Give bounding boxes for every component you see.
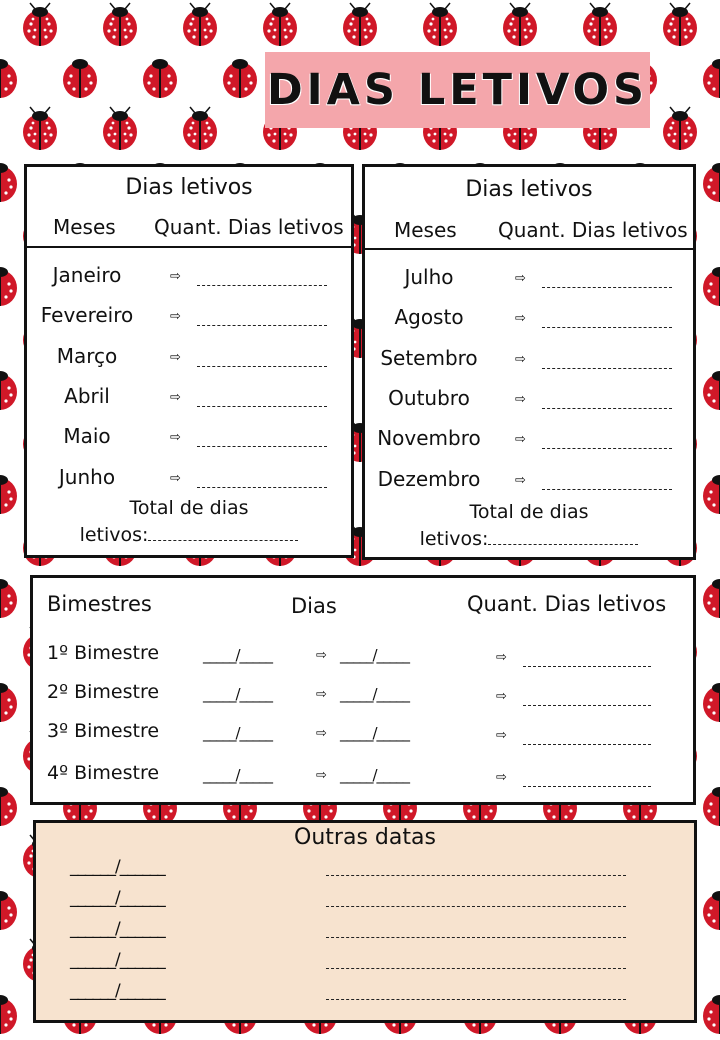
month-label: Setembro bbox=[380, 345, 478, 370]
arrow-right-icon: ⇨ bbox=[496, 728, 507, 743]
arrow-right-icon: ⇨ bbox=[316, 687, 327, 702]
month-label: Agosto bbox=[394, 305, 464, 330]
count-input-line[interactable] bbox=[542, 394, 672, 409]
col-header-months: Meses bbox=[394, 218, 457, 242]
outras-title: Outras datas bbox=[294, 825, 436, 850]
arrow-right-icon: ⇨ bbox=[316, 768, 327, 783]
col-header-count: Quant. Dias letivos bbox=[467, 592, 667, 616]
arrow-right-icon: ⇨ bbox=[515, 311, 526, 327]
date-field[interactable]: ______/______ bbox=[70, 857, 165, 877]
bimestre-label: 4º Bimestre bbox=[47, 762, 160, 784]
col-header-bimestres: Bimestres bbox=[47, 592, 152, 616]
count-input-line[interactable] bbox=[542, 313, 672, 328]
count-input-line[interactable] bbox=[197, 271, 327, 286]
col-header-count: Quant. Dias letivos bbox=[154, 215, 344, 239]
total-suffix: letivos: bbox=[79, 524, 149, 546]
count-input-line[interactable] bbox=[542, 475, 672, 490]
page-title: DIAS LETIVOS bbox=[266, 65, 649, 115]
total-input-line[interactable] bbox=[148, 522, 298, 541]
month-row bbox=[365, 261, 693, 297]
start-date-field[interactable]: _____/_____ bbox=[203, 646, 273, 664]
arrow-right-icon: ⇨ bbox=[515, 472, 526, 488]
end-date-field[interactable]: _____/_____ bbox=[340, 766, 410, 784]
arrow-right-icon: ⇨ bbox=[515, 351, 526, 367]
month-label: Março bbox=[56, 343, 118, 368]
panel-title: Dias letivos bbox=[465, 177, 593, 202]
month-label: Maio bbox=[63, 424, 111, 449]
months-panel-first-half bbox=[24, 164, 354, 558]
start-date-field[interactable]: _____/_____ bbox=[203, 724, 273, 742]
total-suffix: letivos: bbox=[419, 528, 489, 550]
header-divider bbox=[27, 246, 351, 248]
month-row bbox=[365, 463, 693, 499]
month-label: Abril bbox=[64, 383, 110, 408]
month-row bbox=[365, 342, 693, 378]
bimestre-label: 2º Bimestre bbox=[47, 681, 160, 703]
total-input-line[interactable] bbox=[488, 526, 638, 545]
arrow-right-icon: ⇨ bbox=[170, 269, 181, 284]
month-row bbox=[27, 461, 351, 497]
month-label: Julho bbox=[404, 265, 454, 289]
month-row bbox=[27, 299, 351, 335]
arrow-right-icon: ⇨ bbox=[316, 648, 327, 663]
start-date-field[interactable]: _____/_____ bbox=[203, 766, 273, 784]
start-date-field[interactable]: _____/_____ bbox=[203, 685, 273, 703]
arrow-right-icon: ⇨ bbox=[170, 389, 181, 405]
arrow-right-icon: ⇨ bbox=[515, 391, 526, 407]
month-label: Fevereiro bbox=[40, 303, 134, 328]
total-block bbox=[27, 495, 351, 549]
arrow-right-icon: ⇨ bbox=[496, 650, 507, 665]
description-input-line[interactable] bbox=[326, 954, 626, 969]
count-input-line[interactable] bbox=[542, 354, 672, 369]
col-header-count: Quant. Dias letivos bbox=[498, 218, 688, 242]
description-input-line[interactable] bbox=[326, 985, 626, 1000]
arrow-right-icon: ⇨ bbox=[496, 770, 507, 785]
arrow-right-icon: ⇨ bbox=[170, 349, 181, 365]
arrow-right-icon: ⇨ bbox=[170, 309, 181, 325]
title-banner bbox=[265, 52, 650, 128]
date-field[interactable]: ______/______ bbox=[70, 950, 165, 970]
col-header-months: Meses bbox=[53, 215, 116, 239]
description-input-line[interactable] bbox=[326, 892, 626, 907]
month-row bbox=[27, 420, 351, 456]
arrow-right-icon: ⇨ bbox=[170, 470, 181, 486]
count-input-line[interactable] bbox=[197, 311, 327, 326]
month-label: Outubro bbox=[388, 385, 470, 410]
count-input-line[interactable] bbox=[197, 392, 327, 407]
count-input-line[interactable] bbox=[197, 473, 327, 488]
arrow-right-icon: ⇨ bbox=[515, 271, 526, 286]
arrow-right-icon: ⇨ bbox=[496, 689, 507, 704]
total-label: Total de dias bbox=[129, 497, 249, 519]
month-label: Janeiro bbox=[52, 263, 122, 287]
month-label: Novembro bbox=[377, 426, 481, 451]
description-input-line[interactable] bbox=[326, 923, 626, 938]
count-input-line[interactable] bbox=[197, 352, 327, 367]
month-row bbox=[365, 382, 693, 418]
months-panel-second-half bbox=[362, 164, 696, 560]
count-input-line[interactable] bbox=[523, 652, 651, 667]
total-block bbox=[365, 499, 693, 553]
arrow-right-icon: ⇨ bbox=[515, 432, 526, 448]
count-input-line[interactable] bbox=[523, 730, 651, 745]
bimestre-label: 3º Bimestre bbox=[47, 720, 160, 742]
description-input-line[interactable] bbox=[326, 861, 626, 876]
count-input-line[interactable] bbox=[523, 772, 651, 787]
end-date-field[interactable]: _____/_____ bbox=[340, 646, 410, 664]
month-row bbox=[365, 301, 693, 337]
col-header-dias: Dias bbox=[291, 594, 337, 618]
month-row bbox=[27, 340, 351, 376]
bimestres-panel bbox=[30, 575, 696, 805]
count-input-line[interactable] bbox=[542, 434, 672, 449]
date-field[interactable]: ______/______ bbox=[70, 981, 165, 1001]
month-row bbox=[27, 380, 351, 416]
month-row bbox=[27, 259, 351, 295]
arrow-right-icon: ⇨ bbox=[316, 726, 327, 741]
end-date-field[interactable]: _____/_____ bbox=[340, 685, 410, 703]
total-label: Total de dias bbox=[469, 501, 589, 523]
end-date-field[interactable]: _____/_____ bbox=[340, 724, 410, 742]
count-input-line[interactable] bbox=[542, 273, 672, 288]
count-input-line[interactable] bbox=[197, 432, 327, 447]
bimestre-label: 1º Bimestre bbox=[47, 642, 160, 664]
count-input-line[interactable] bbox=[523, 691, 651, 706]
arrow-right-icon: ⇨ bbox=[170, 430, 181, 446]
panel-title: Dias letivos bbox=[125, 175, 253, 200]
outras-datas-panel bbox=[33, 820, 697, 1023]
month-row bbox=[365, 422, 693, 458]
date-field[interactable]: ______/______ bbox=[70, 919, 165, 939]
month-label: Junho bbox=[58, 464, 116, 489]
date-field[interactable]: ______/______ bbox=[70, 888, 165, 908]
month-label: Dezembro bbox=[377, 466, 481, 491]
header-divider bbox=[365, 248, 693, 250]
